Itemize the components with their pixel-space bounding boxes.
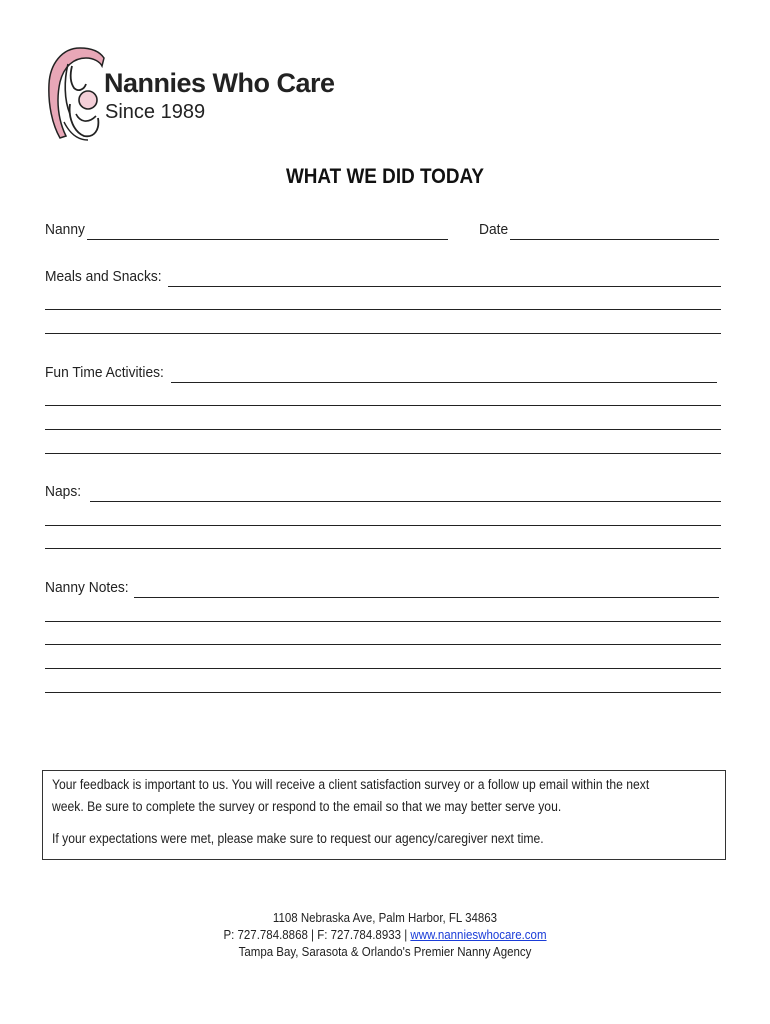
website-link[interactable]: www.nannieswhocare.com	[410, 928, 547, 942]
fun-time-field-line[interactable]	[45, 429, 721, 430]
meals-field[interactable]	[168, 286, 721, 287]
meals-field-line[interactable]	[45, 333, 721, 334]
nanny-notes-label: Nanny Notes:	[45, 579, 129, 596]
naps-field-line[interactable]	[45, 525, 721, 526]
nanny-notes-row	[45, 576, 721, 598]
footer-contact	[31, 927, 739, 944]
feedback-paragraph: Your feedback is important to us. You will receive a client satisfaction survey or a follow up email within the next week. Be sure to complete the survey or respond to the email so that we may better serve you.	[52, 777, 650, 814]
fun-time-label: Fun Time Activities:	[45, 364, 164, 381]
date-field[interactable]	[510, 239, 719, 240]
naps-row	[45, 480, 721, 502]
meals-field-line[interactable]	[45, 309, 721, 310]
fun-time-row	[45, 361, 721, 383]
naps-label: Naps:	[45, 483, 82, 500]
footer-phone-fax: P: 727.784.8868 | F: 727.784.8933 |	[223, 928, 411, 942]
fun-time-field[interactable]	[171, 382, 717, 383]
naps-field[interactable]	[90, 501, 721, 502]
brand-since: Since 1989	[105, 101, 206, 123]
company-logo	[44, 44, 364, 144]
feedback-box	[42, 770, 726, 860]
nanny-notes-field-line[interactable]	[45, 692, 721, 693]
nanny-label: Nanny	[45, 221, 85, 238]
footer-tagline: Tampa Bay, Sarasota & Orlando's Premier Nanny Agency	[238, 945, 532, 959]
fun-time-field-line[interactable]	[45, 405, 721, 406]
date-label: Date	[479, 221, 509, 238]
footer-address: 1108 Nebraska Ave, Palm Harbor, FL 34863	[272, 911, 498, 925]
mother-and-child-icon	[44, 44, 108, 144]
nanny-notes-field-line[interactable]	[45, 621, 721, 622]
nanny-field[interactable]	[87, 239, 448, 240]
feedback-paragraph: If your expectations were met, please make sure to request our agency/caregiver next time.	[52, 831, 544, 846]
footer	[0, 910, 770, 961]
nanny-notes-field[interactable]	[134, 597, 719, 598]
nanny-notes-field-line[interactable]	[45, 668, 721, 669]
nanny-notes-field-line[interactable]	[45, 644, 721, 645]
page-title: WHAT WE DID TODAY	[285, 165, 485, 188]
naps-field-line[interactable]	[45, 548, 721, 549]
nanny-date-row	[45, 218, 721, 240]
fun-time-field-line[interactable]	[45, 453, 721, 454]
meals-label: Meals and Snacks:	[45, 268, 162, 285]
meals-row	[45, 265, 721, 287]
brand-name: Nannies Who Care	[104, 68, 335, 98]
